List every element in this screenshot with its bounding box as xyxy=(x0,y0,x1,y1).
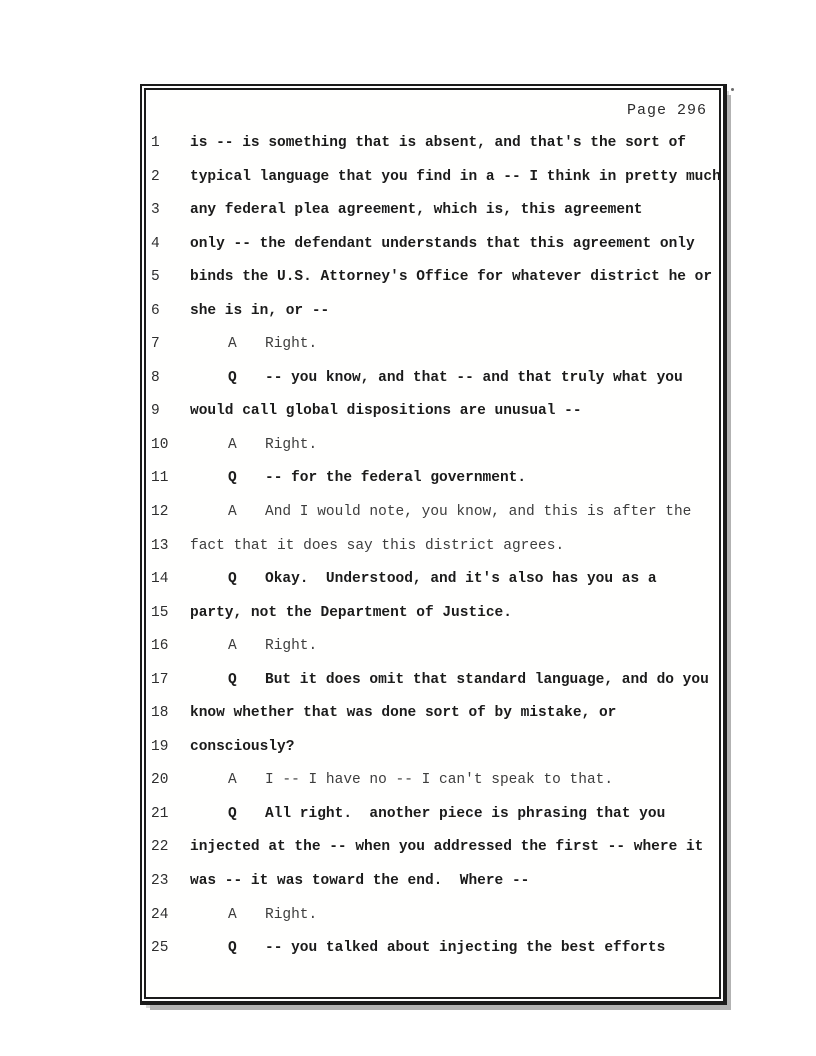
line-text: Right. xyxy=(265,906,318,923)
line-number: 23 xyxy=(151,873,169,890)
line-number: 2 xyxy=(151,168,160,185)
line-number: 8 xyxy=(151,369,160,386)
line-text: injected at the -- when you addressed the first -- where it xyxy=(190,839,704,856)
line-text: -- for the federal government. xyxy=(265,470,527,487)
transcript-line xyxy=(146,462,719,496)
transcript-line xyxy=(146,563,719,597)
line-number: 1 xyxy=(151,135,160,151)
line-text: know whether that was done sort of by mistake, or xyxy=(190,705,617,722)
line-number: 10 xyxy=(151,436,169,453)
line-number: 16 xyxy=(151,638,169,655)
transcript-line xyxy=(146,127,719,161)
line-text: consciously? xyxy=(190,738,295,755)
line-text: any federal plea agreement, which is, this agreement xyxy=(190,202,643,219)
line-text: But it does omit that standard language, and do you xyxy=(265,671,709,688)
transcript-line xyxy=(146,899,719,933)
line-text: Okay. Understood, and it's also has you as a xyxy=(265,571,657,588)
transcript xyxy=(146,127,719,997)
line-text: And I would note, you know, and this is after the xyxy=(265,504,692,521)
line-number: 9 xyxy=(151,403,160,420)
line-number: 22 xyxy=(151,839,169,856)
speaker-label: A xyxy=(228,638,237,655)
transcript-line xyxy=(146,328,719,362)
line-text: -- you know, and that -- and that truly what you xyxy=(265,369,683,386)
transcript-line xyxy=(146,395,719,429)
line-number: 5 xyxy=(151,269,160,286)
line-text: she is in, or -- xyxy=(190,302,330,319)
line-number: 13 xyxy=(151,537,169,554)
transcript-line xyxy=(146,932,719,966)
transcript-line xyxy=(146,764,719,798)
speaker-label: A xyxy=(228,906,237,923)
line-number: 14 xyxy=(151,571,169,588)
transcript-line xyxy=(146,362,719,396)
transcript-line xyxy=(146,630,719,664)
line-text: Right. xyxy=(265,336,318,353)
transcript-frame xyxy=(140,84,727,1005)
line-number: 6 xyxy=(151,302,160,319)
transcript-line xyxy=(146,530,719,564)
transcript-line xyxy=(146,194,719,228)
line-text: binds the U.S. Attorney's Office for whatever district he or xyxy=(190,269,713,286)
line-number: 17 xyxy=(151,671,169,688)
transcript-line xyxy=(146,496,719,530)
transcript-line xyxy=(146,865,719,899)
page-number: Page 296 xyxy=(626,102,707,119)
speaker-label: Q xyxy=(228,369,237,386)
line-text: party, not the Department of Justice. xyxy=(190,604,512,621)
transcript-frame-inner xyxy=(144,88,721,999)
transcript-line xyxy=(146,798,719,832)
line-text: All right. another piece is phrasing that you xyxy=(265,805,666,822)
line-number: 7 xyxy=(151,336,160,353)
line-text: Right. xyxy=(265,436,318,453)
transcript-line xyxy=(146,597,719,631)
line-text: -- you talked about injecting the best efforts xyxy=(265,940,666,957)
line-text: was -- it was toward the end. Where -- xyxy=(190,873,530,890)
line-number: 4 xyxy=(151,235,160,252)
speaker-label: Q xyxy=(228,571,237,588)
line-number: 12 xyxy=(151,504,169,521)
line-number: 19 xyxy=(151,738,169,755)
line-text: is -- is something that is absent, and that's the sort of xyxy=(190,135,686,151)
transcript-line xyxy=(146,261,719,295)
transcript-line xyxy=(146,731,719,765)
line-number: 11 xyxy=(151,470,169,487)
line-number: 20 xyxy=(151,772,169,789)
line-text: fact that it does say this district agrees. xyxy=(190,537,565,554)
speaker-label: Q xyxy=(228,805,237,822)
line-number: 3 xyxy=(151,202,160,219)
transcript-line xyxy=(146,831,719,865)
speaker-label: Q xyxy=(228,671,237,688)
transcript-line xyxy=(146,664,719,698)
line-text: would call global dispositions are unusual -- xyxy=(190,403,582,420)
speaker-label: A xyxy=(228,504,237,521)
speaker-label: Q xyxy=(228,470,237,487)
line-number: 18 xyxy=(151,705,169,722)
line-number: 21 xyxy=(151,805,169,822)
speaker-label: Q xyxy=(228,940,237,957)
transcript-line xyxy=(146,161,719,195)
speaker-label: A xyxy=(228,336,237,353)
line-text: only -- the defendant understands that this agreement only xyxy=(190,235,695,252)
speaker-label: A xyxy=(228,436,237,453)
line-number: 24 xyxy=(151,906,169,923)
line-text: Right. xyxy=(265,638,318,655)
transcript-line xyxy=(146,697,719,731)
line-number: 25 xyxy=(151,940,169,957)
transcript-line xyxy=(146,295,719,329)
transcript-line xyxy=(146,429,719,463)
scan-speck xyxy=(731,88,734,91)
line-number: 15 xyxy=(151,604,169,621)
line-text: I -- I have no -- I can't speak to that. xyxy=(265,772,614,789)
transcript-line xyxy=(146,228,719,262)
line-text: typical language that you find in a -- I think in pretty much xyxy=(190,168,721,185)
speaker-label: A xyxy=(228,772,237,789)
